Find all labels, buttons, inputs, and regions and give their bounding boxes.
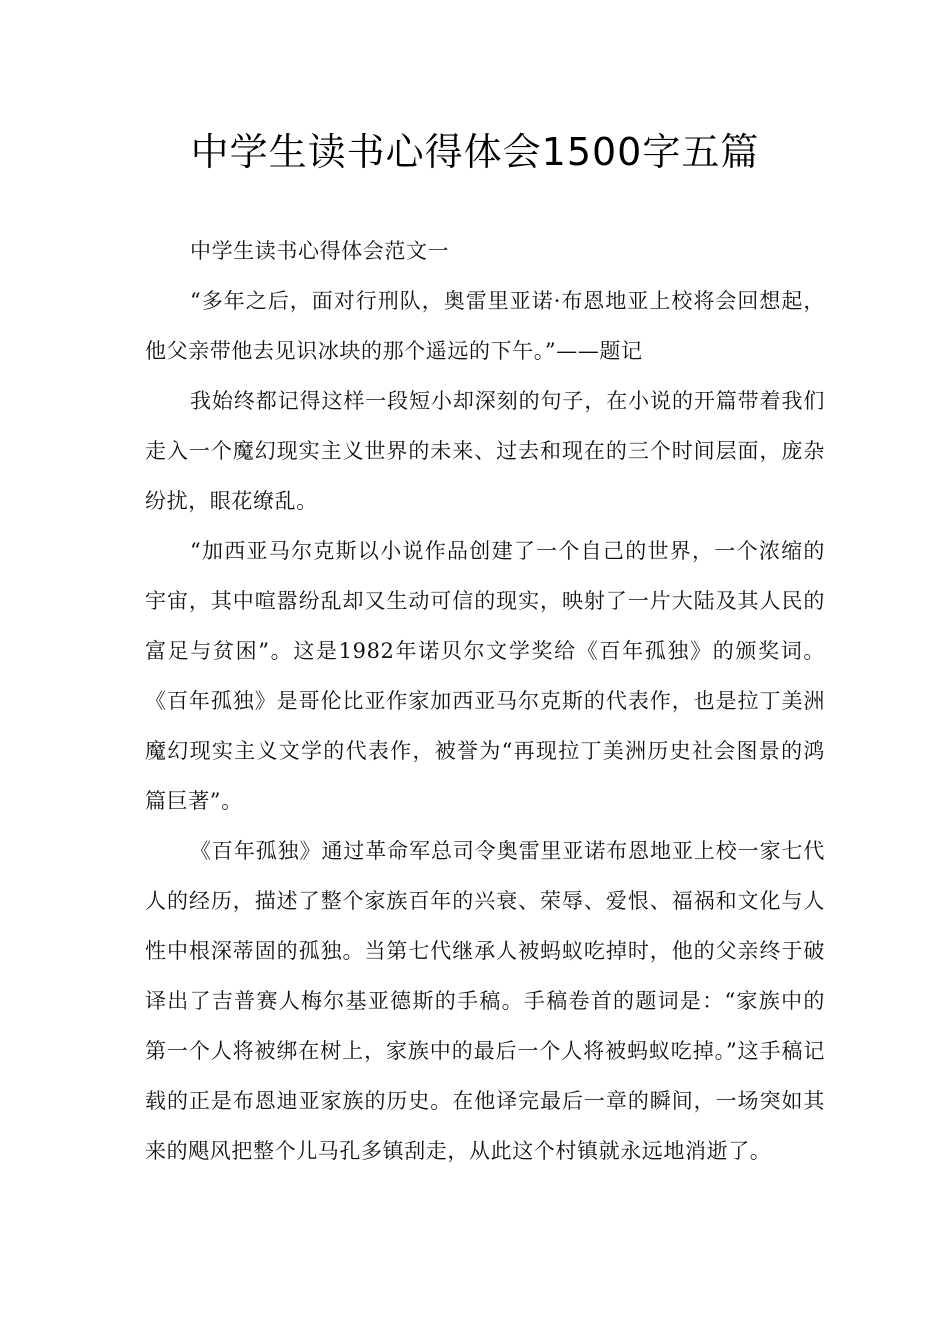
body-paragraph: 我始终都记得这样一段短小却深刻的句子，在小说的开篇带着我们走入一个魔幻现实主义世界的未来、过去和现在的三个时间层面，庞杂纷扰，眼花缭乱。: [145, 389, 825, 513]
document-title: 中学生读书心得体会1500字五篇: [190, 130, 760, 174]
document-body: [145, 226, 825, 1176]
body-paragraph: “加西亚马尔克斯以小说作品创建了一个自己的世界，一个浓缩的宇宙，其中喧嚣纷乱却又生动可信的现实，映射了一片大陆及其人民的富足与贫困”。这是1982年诺贝尔文学奖给《百年孤独》的颁奖词。《百年孤独》是哥伦比亚作家加西亚马尔克斯的代表作，也是拉丁美洲魔幻现实主义文学的代表作，被誉为“再现拉丁美洲历史社会图景的鸿篇巨著”。: [145, 539, 825, 813]
epigraph-paragraph: “多年之后，面对行刑队，奥雷里亚诺·布恩地亚上校将会回想起，他父亲带他去见识冰块的那个遥远的下午。”——题记: [145, 289, 825, 363]
section-heading: 中学生读书心得体会范文一: [190, 239, 450, 263]
body-paragraph: 《百年孤独》通过革命军总司令奥雷里亚诺布恩地亚上校一家七代人的经历，描述了整个家族百年的兴衰、荣辱、爱恨、福祸和文化与人性中根深蒂固的孤独。当第七代继承人被蚂蚁吃掉时，他的父亲终于破译出了吉普赛人梅尔基亚德斯的手稿。手稿卷首的题词是：“家族中的第一个人将被绑在树上，家族中的最后一个人将被蚂蚁吃掉。”这手稿记载的正是布恩迪亚家族的历史。在他译完最后一章的瞬间，一场突如其来的飓风把整个儿马孔多镇刮走，从此这个村镇就永远地消逝了。: [145, 839, 825, 1163]
